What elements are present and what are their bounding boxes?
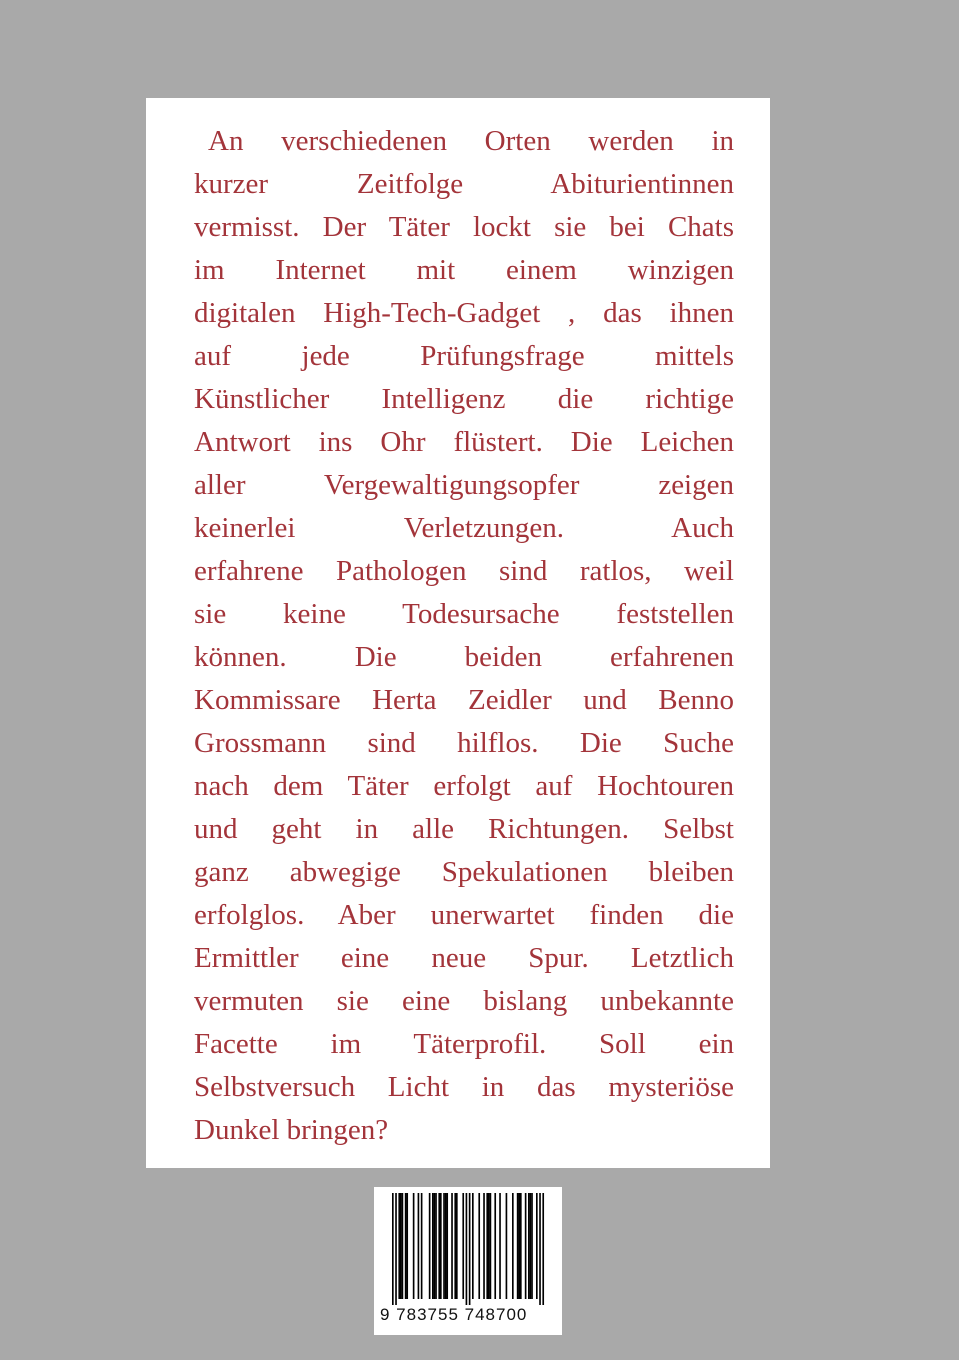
- blurb-line: im Internet mit einem winzigen: [194, 254, 734, 286]
- barcode-bar: [435, 1193, 437, 1299]
- blurb-line: ganz abwegige Spekulationen bleiben: [194, 856, 734, 888]
- barcode-bar: [472, 1193, 474, 1299]
- barcode-bar: [536, 1193, 538, 1299]
- barcode-bar: [512, 1193, 514, 1299]
- blurb-line: vermisst. Der Täter lockt sie bei Chats: [194, 211, 734, 243]
- barcode-bar: [525, 1193, 527, 1299]
- barcode-bar: [413, 1193, 415, 1299]
- barcode-bar: [395, 1193, 397, 1305]
- barcode-bar: [469, 1193, 471, 1305]
- barcode-bar: [531, 1193, 533, 1299]
- blurb-line: An verschiedenen Orten werden in: [208, 125, 734, 157]
- barcode-bar: [443, 1193, 445, 1299]
- blurb-line: können. Die beiden erfahrenen: [194, 641, 734, 673]
- blurb-line: digitalen High-Tech-Gadget , das ihnen: [194, 297, 734, 329]
- barcode-bar: [517, 1193, 519, 1299]
- barcode-bar: [434, 1193, 436, 1299]
- blurb-line: aller Vergewaltigungsopfer zeigen: [194, 469, 734, 501]
- barcode-bar: [440, 1193, 442, 1299]
- blurb-line: erfahrene Pathologen sind ratlos, weil: [194, 555, 734, 587]
- blurb-line: Selbstversuch Licht in das mysteriöse: [194, 1071, 734, 1103]
- barcode-bar: [456, 1193, 458, 1299]
- barcode-bar: [520, 1193, 522, 1299]
- isbn-number: 9 783755 748700: [380, 1305, 528, 1324]
- blurb-line: Facette im Täterprofil. Soll ein: [194, 1028, 734, 1060]
- barcode-bar: [506, 1193, 508, 1299]
- barcode-bar: [451, 1193, 453, 1299]
- barcode-bar: [528, 1193, 530, 1299]
- barcode-bar: [454, 1193, 456, 1299]
- barcode-bar: [429, 1193, 431, 1299]
- barcode-bar: [478, 1193, 480, 1299]
- barcode-bar: [494, 1193, 496, 1299]
- blurb-text: [194, 120, 734, 1152]
- blurb-line: Künstlicher Intelligenz die richtige: [194, 383, 734, 415]
- blurb-line: Kommissare Herta Zeidler und Benno: [194, 684, 734, 716]
- barcode-bar: [483, 1193, 485, 1299]
- blurb-line: sie keine Todesursache feststellen: [194, 598, 734, 630]
- blurb-line: auf jede Prüfungsfrage mittels: [194, 340, 734, 372]
- barcode-bar: [539, 1193, 541, 1305]
- barcode-bar: [488, 1193, 490, 1299]
- barcode-bar: [421, 1193, 423, 1299]
- barcode-bar: [518, 1193, 520, 1299]
- barcode-bars: [380, 1193, 556, 1305]
- blurb-line: keinerlei Verletzungen. Auch: [194, 512, 734, 544]
- blurb-line: vermuten sie eine bislang unbekannte: [194, 985, 734, 1017]
- blurb-panel: [146, 98, 770, 1168]
- barcode-bar: [405, 1193, 407, 1299]
- barcode-bar: [418, 1193, 420, 1299]
- barcode-bar: [392, 1193, 394, 1305]
- barcode-bar: [398, 1193, 400, 1299]
- barcode-bar: [499, 1193, 501, 1299]
- barcode-bar: [445, 1193, 447, 1299]
- barcode-bar: [462, 1193, 464, 1299]
- blurb-line: erfolglos. Aber unerwartet finden die: [194, 899, 734, 931]
- barcode-bar: [530, 1193, 532, 1299]
- barcode-bar: [486, 1193, 488, 1299]
- barcode-bar: [446, 1193, 448, 1299]
- blurb-line: nach dem Täter erfolgt auf Hochtouren: [194, 770, 734, 802]
- blurb-line: Antwort ins Ohr flüstert. Die Leichen: [194, 426, 734, 458]
- barcode-bar: [438, 1193, 440, 1299]
- barcode-bar: [432, 1193, 434, 1299]
- barcode-bar: [402, 1193, 404, 1299]
- blurb-line: Dunkel bringen?: [194, 1114, 389, 1146]
- barcode-bar: [466, 1193, 468, 1305]
- barcode: [374, 1187, 562, 1335]
- barcode-bar: [406, 1193, 408, 1299]
- blurb-line: Grossmann sind hilflos. Die Suche: [194, 727, 734, 759]
- barcode-bar: [490, 1193, 492, 1299]
- barcode-bar: [400, 1193, 402, 1299]
- barcode-bar: [542, 1193, 544, 1305]
- blurb-line: Ermittler eine neue Spur. Letztlich: [194, 942, 734, 974]
- blurb-line: und geht in alle Richtungen. Selbst: [194, 813, 734, 845]
- blurb-line: kurzer Zeitfolge Abiturientinnen: [194, 168, 734, 200]
